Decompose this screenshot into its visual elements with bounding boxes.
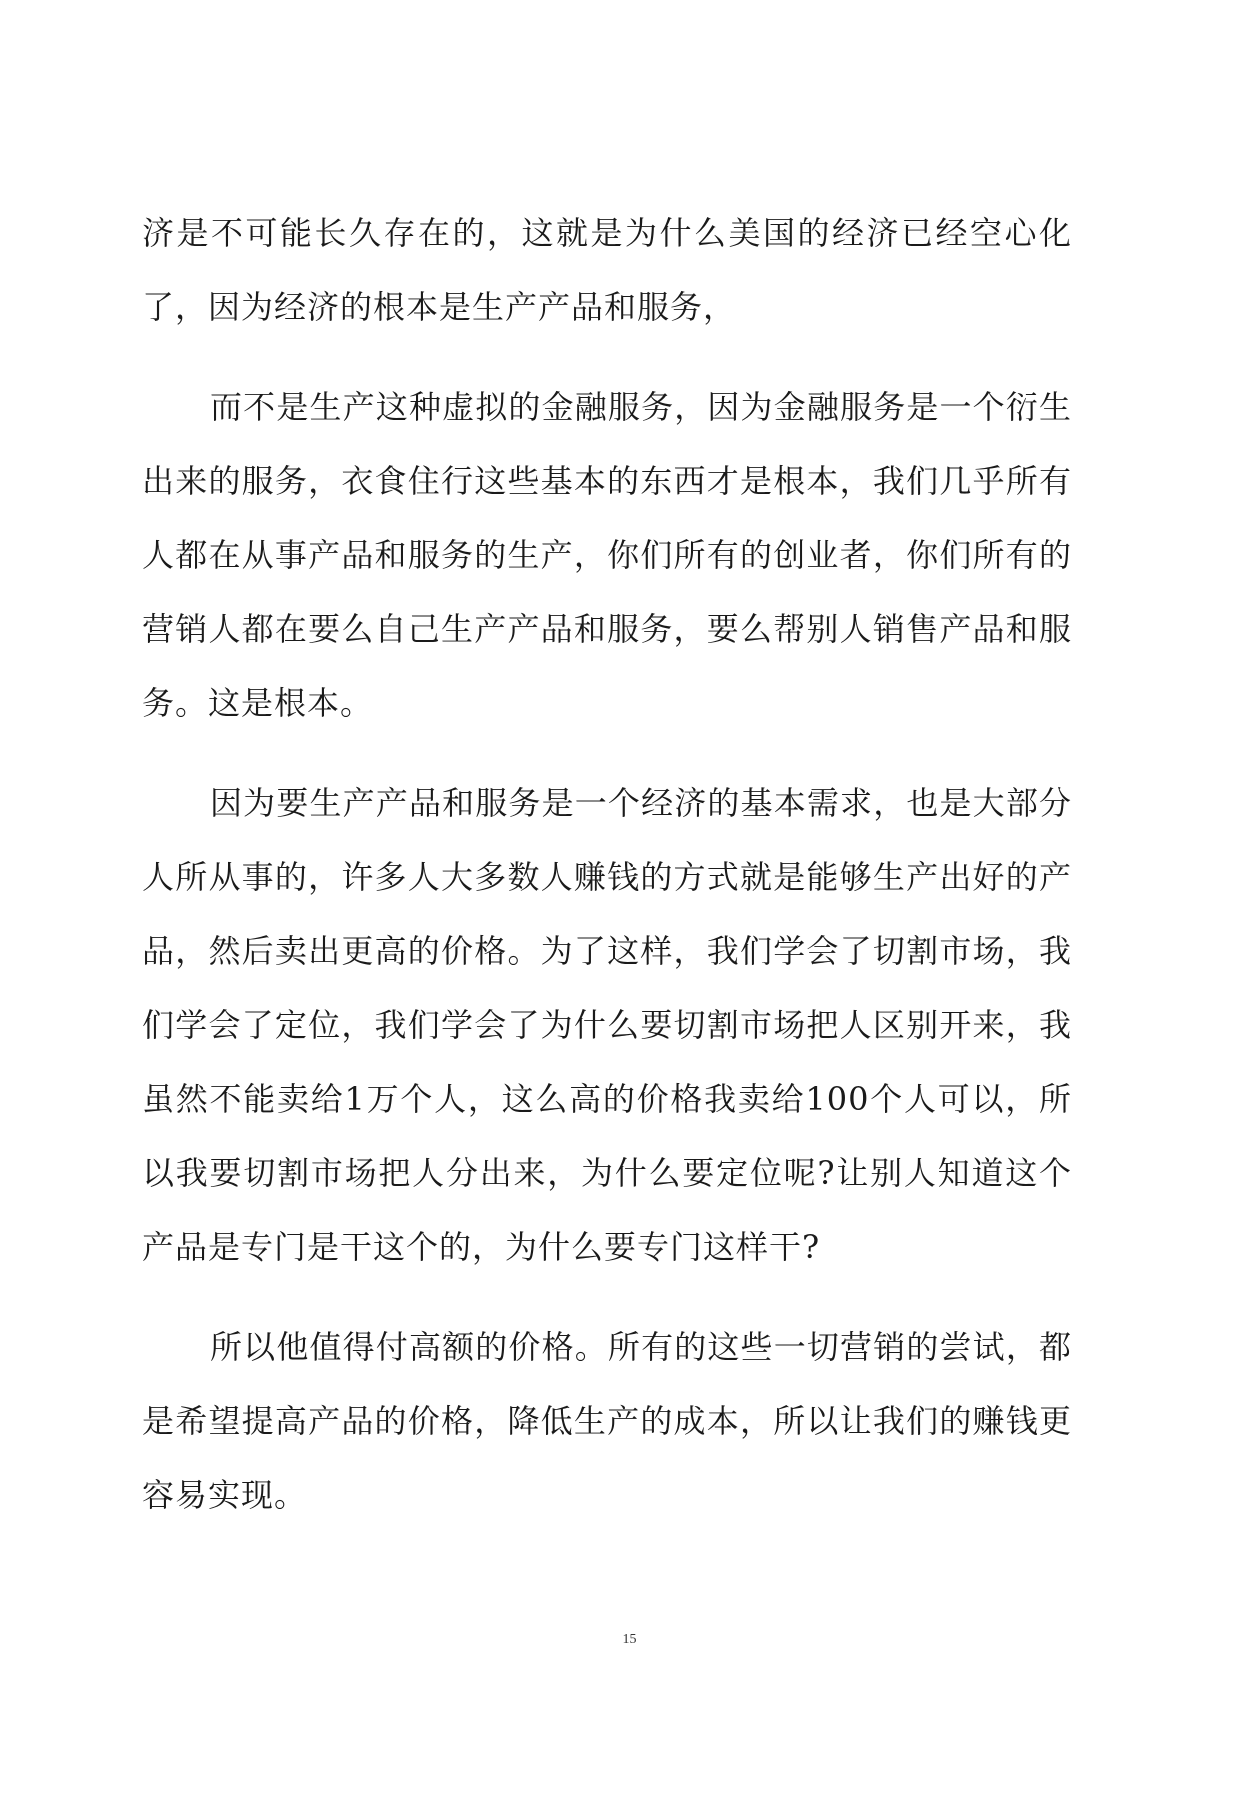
paragraph-4: 所以他值得付高额的价格。所有的这些一切营销的尝试，都是希望提高产品的价格，降低生产的成本，所以让我们的赚钱更容易实现。 [142, 1328, 1072, 1514]
paragraph-3: 因为要生产产品和服务是一个经济的基本需求，也是大部分人所从事的，许多人大多数人赚钱的方式就是能够生产出好的产品，然后卖出更高的价格。为了这样，我们学会了切割市场，我们学会了定位，我们学会了为什么要切割市场把人区别开来，我虽然不能卖给1万个人，这么高的价格我卖给100个人可以，所以我要切割市场把人分出来，为什么要定位呢?让别人知道这个产品是专门是干这个的，为什么要专门这样干? [142, 784, 1072, 1266]
paragraph-1: 济是不可能长久存在的，这就是为什么美国的经济已经空心化了，因为经济的根本是生产产品和服务， [142, 214, 1072, 326]
page-number: 15 [622, 1632, 637, 1647]
paragraph-2: 而不是生产这种虚拟的金融服务，因为金融服务是一个衍生出来的服务，衣食住行这些基本的东西才是根本，我们几乎所有人都在从事产品和服务的生产，你们所有的创业者，你们所有的营销人都在要么自己生产产品和服务，要么帮别人销售产品和服务。这是根本。 [142, 388, 1072, 722]
body-text [142, 196, 1072, 1532]
